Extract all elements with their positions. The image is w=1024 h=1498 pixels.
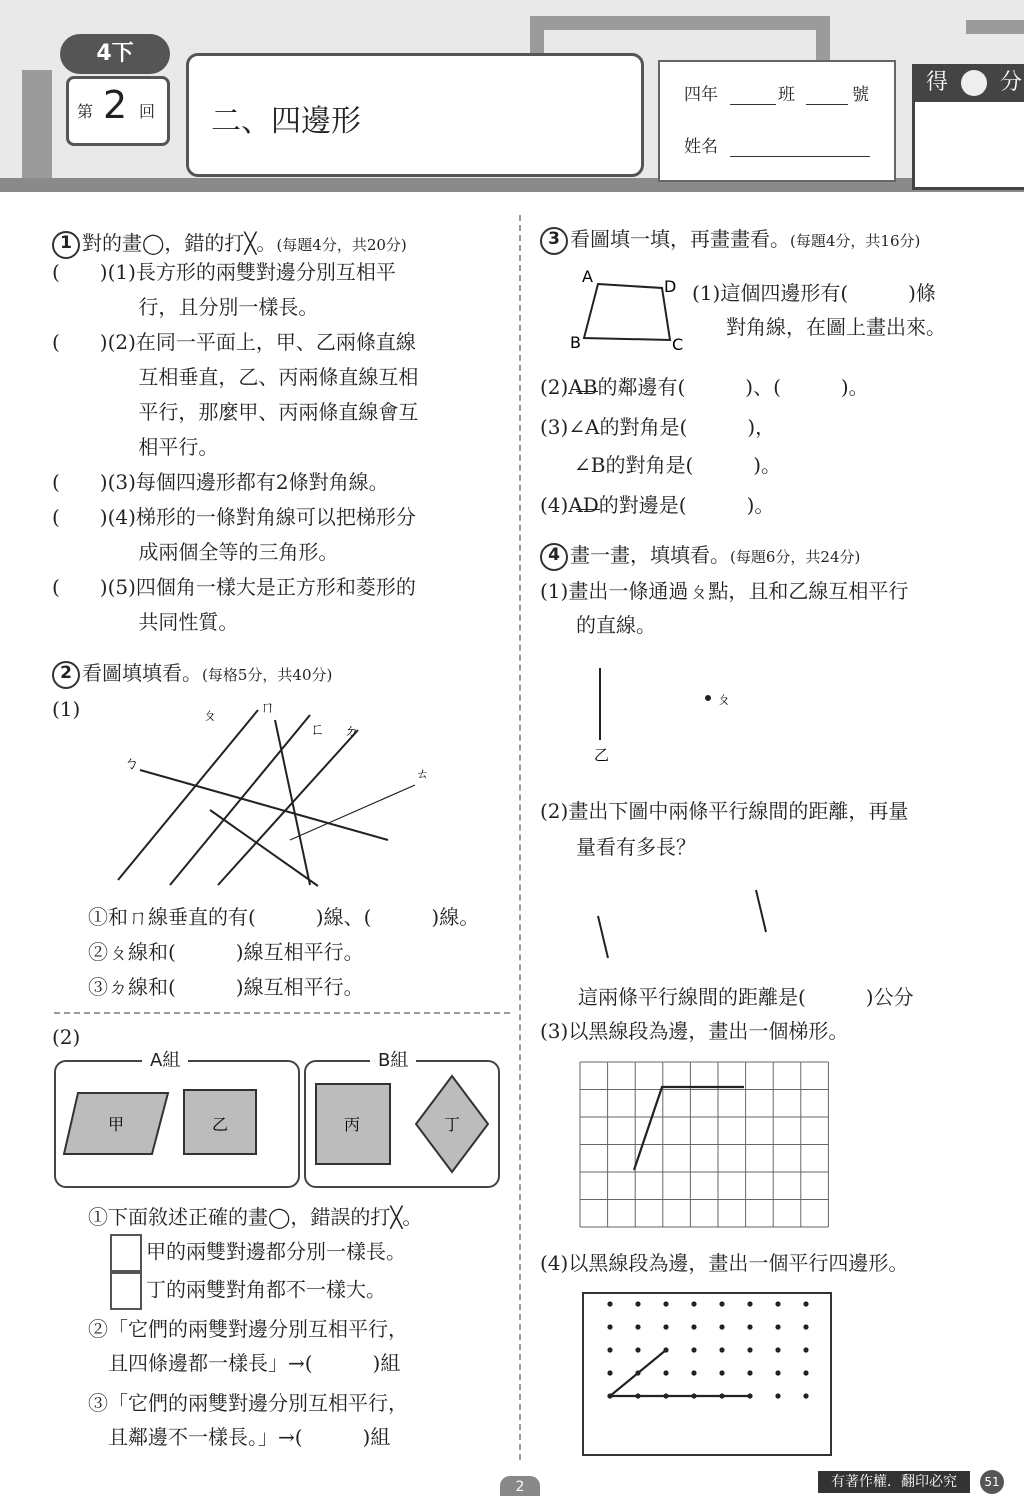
q4-heading bbox=[540, 538, 860, 574]
grade-badge: 4下 bbox=[60, 34, 170, 74]
label-line-yi: 乙 bbox=[594, 746, 610, 764]
grid-dot bbox=[691, 1370, 696, 1375]
name-blank[interactable] bbox=[730, 156, 870, 157]
grid-dot bbox=[691, 1393, 696, 1398]
overline-ab bbox=[576, 391, 598, 392]
intersecting-lines-figure bbox=[100, 690, 460, 900]
section-tab: 2 bbox=[500, 1476, 540, 1496]
round-number: 2 bbox=[103, 83, 128, 127]
answer-checkbox[interactable] bbox=[110, 1234, 142, 1272]
round-box bbox=[66, 76, 170, 146]
q3-instruction: 看圖填一填，再畫畫看。 bbox=[570, 227, 790, 251]
pipe-decoration bbox=[530, 16, 830, 30]
grid-dot bbox=[803, 1393, 808, 1398]
label-po: ㄆ bbox=[202, 706, 218, 724]
parallel-line-left bbox=[598, 916, 608, 958]
grid-dot bbox=[719, 1370, 724, 1375]
grid-dot bbox=[663, 1393, 668, 1398]
q4-item4: (4)以黑線段為邊，畫出一個平行四邊形。 bbox=[540, 1251, 909, 1275]
page-number: 51 bbox=[980, 1470, 1004, 1494]
q1-instruction: 對的畫◯，錯的打╳。 bbox=[82, 231, 277, 255]
vertex-b: B bbox=[570, 333, 581, 352]
q1-item-line: ( )(1)長方形的兩雙對邊分別互相平 bbox=[52, 260, 396, 284]
class-label: 四年 bbox=[684, 85, 718, 105]
q2-sub1: ①和ㄇ線垂直的有( )線、( )線。 bbox=[88, 905, 480, 929]
grid-dot bbox=[747, 1301, 752, 1306]
parallel-line-right bbox=[756, 890, 766, 932]
title-box bbox=[186, 53, 644, 177]
student-info-box bbox=[658, 60, 896, 182]
q3-item4: (4)AD的對邊是( )。 bbox=[540, 493, 775, 517]
label-bing: 丙 bbox=[344, 1115, 361, 1134]
q2-2-sub3-line2: 且鄰邊不一樣長。」→( )組 bbox=[88, 1425, 391, 1449]
grid-dot bbox=[691, 1324, 696, 1329]
given-segment-parallelogram bbox=[610, 1350, 750, 1396]
grid-dot bbox=[635, 1324, 640, 1329]
line-fo bbox=[218, 730, 358, 885]
line-bo bbox=[140, 770, 388, 840]
q2-2-sub1: ①下面敘述正確的畫◯，錯誤的打╳。 bbox=[88, 1205, 423, 1229]
q1-item-line: ( )(4)梯形的一條對角線可以把梯形分 bbox=[52, 505, 416, 529]
label-point-po: ㄆ bbox=[716, 690, 732, 708]
q3-number: 3 bbox=[540, 227, 568, 255]
grid-dot bbox=[663, 1324, 668, 1329]
line-te bbox=[290, 785, 415, 840]
q2-2-sub2-line2: 且四條邊都一樣長」→( )組 bbox=[88, 1351, 401, 1375]
q3-item2: (2)AB的鄰邊有( )、( )。 bbox=[540, 375, 869, 399]
q4-item1-line2: 的直線。 bbox=[576, 613, 656, 637]
q4-points: (每題6分，共24分) bbox=[730, 548, 861, 566]
line-po bbox=[118, 710, 258, 880]
copyright-notice: 有著作權．翻印必究 bbox=[818, 1471, 970, 1493]
q1-items bbox=[52, 255, 418, 640]
q1-item-line: 成兩個全等的三角形。 bbox=[52, 540, 339, 564]
column-divider bbox=[519, 215, 521, 1460]
score-icon bbox=[961, 70, 987, 96]
check-text-ding: 丁的兩雙對角都不一樣大。 bbox=[146, 1277, 386, 1302]
q2-2-sub3-line1: ③「它們的兩雙對邊分別互相平行， bbox=[88, 1391, 408, 1415]
grid-dot bbox=[607, 1324, 612, 1329]
grid-dot bbox=[747, 1347, 752, 1352]
quadrilateral-shapes bbox=[54, 1060, 504, 1184]
point-po bbox=[705, 695, 711, 701]
label-yi: 乙 bbox=[212, 1115, 229, 1134]
q4-item2-line1: (2)畫出下圖中兩條平行線間的距離，再量 bbox=[540, 799, 909, 823]
grid-dot bbox=[775, 1301, 780, 1306]
q4-item2-line2: 量看有多長？ bbox=[576, 835, 696, 859]
q2-part2-label: (2) bbox=[52, 1025, 81, 1049]
q1-item-line: 相平行。 bbox=[52, 435, 219, 459]
q1-item-line: 行，且分別一樣長。 bbox=[52, 295, 319, 319]
pipe-decoration bbox=[530, 16, 544, 56]
group-b-label: B組 bbox=[370, 1044, 416, 1078]
check-item-ding bbox=[110, 1272, 386, 1310]
q4-number: 4 bbox=[540, 543, 568, 571]
score-header bbox=[912, 64, 1024, 102]
pipe-decoration bbox=[816, 16, 830, 66]
grid-dot bbox=[775, 1324, 780, 1329]
q3-heading bbox=[540, 222, 920, 258]
grid-dot bbox=[691, 1301, 696, 1306]
grid-dot bbox=[719, 1347, 724, 1352]
label-fo: ㄈ bbox=[310, 720, 326, 738]
score-label: 得 bbox=[926, 70, 949, 95]
q2-instruction: 看圖填填看。 bbox=[82, 661, 202, 685]
grid-dot bbox=[635, 1347, 640, 1352]
q2-sub3: ③ㄉ線和( )線互相平行。 bbox=[88, 975, 364, 999]
square-grid-figure[interactable] bbox=[578, 1060, 832, 1230]
grid-dot bbox=[747, 1393, 752, 1398]
quad-outline bbox=[584, 284, 670, 340]
vertex-a: A bbox=[582, 267, 593, 286]
grid-dot bbox=[607, 1301, 612, 1306]
grid-dot bbox=[775, 1393, 780, 1398]
q1-item-line: ( )(2)在同一平面上，甲、乙兩條直線 bbox=[52, 330, 416, 354]
grid-dot bbox=[663, 1301, 668, 1306]
grid-dot bbox=[747, 1324, 752, 1329]
grid-dot bbox=[719, 1393, 724, 1398]
q2-sub2: ②ㄆ線和( )線互相平行。 bbox=[88, 940, 364, 964]
grid-dot bbox=[691, 1347, 696, 1352]
q1-item-line: 互相垂直，乙、丙兩條直線互相 bbox=[52, 365, 419, 389]
q3-item1-line2: 對角線，在圖上畫出來。 bbox=[726, 315, 946, 339]
q2-number: 2 bbox=[52, 661, 80, 689]
q2-points: (每格5分，共40分) bbox=[202, 666, 333, 684]
label-te: ㄊ bbox=[416, 767, 430, 782]
round-suffix: 回 bbox=[139, 102, 156, 121]
q3-item3-line1: (3)∠A的對角是( )， bbox=[540, 415, 776, 439]
name-label: 姓名 bbox=[684, 137, 718, 157]
pipe-decoration bbox=[966, 20, 1024, 34]
label-mo: ㄇ bbox=[260, 698, 276, 716]
grid-dot bbox=[635, 1370, 640, 1375]
point-and-line-figure[interactable] bbox=[580, 660, 780, 770]
vertex-c: C bbox=[672, 335, 684, 354]
hao-label: 號 bbox=[852, 85, 869, 105]
grid-dot bbox=[607, 1393, 612, 1398]
q1-item-line: 平行，那麼甲、丙兩條直線會互 bbox=[52, 400, 419, 424]
q1-item-line: ( )(3)每個四邊形都有2條對角線。 bbox=[52, 470, 389, 494]
q1-points: (每題4分，共20分) bbox=[276, 236, 407, 254]
label-bo: ㄅ bbox=[124, 754, 140, 772]
grid-dot bbox=[803, 1347, 808, 1352]
dot-grid-figure[interactable] bbox=[582, 1292, 830, 1454]
q4-instruction: 畫一畫，填填看。 bbox=[570, 543, 730, 567]
ban-label: 班 bbox=[778, 85, 795, 105]
grid-dot bbox=[775, 1347, 780, 1352]
grid-dot bbox=[663, 1370, 668, 1375]
grid-dot bbox=[803, 1370, 808, 1375]
q3-item1-line1: (1)這個四邊形有( )條 bbox=[692, 281, 936, 305]
class-blank[interactable] bbox=[730, 104, 776, 105]
label-jia: 甲 bbox=[108, 1115, 125, 1134]
q1-number: 1 bbox=[52, 231, 80, 259]
grid-dot bbox=[607, 1347, 612, 1352]
score-unit: 分 bbox=[1000, 70, 1023, 95]
section-divider bbox=[54, 1012, 510, 1014]
q2-heading bbox=[52, 656, 332, 692]
group-a-label: A組 bbox=[142, 1044, 188, 1078]
label-ding: 丁 bbox=[444, 1115, 461, 1134]
q4-item3: (3)以黑線段為邊，畫出一個梯形。 bbox=[540, 1019, 849, 1043]
q4-item2-answer: 這兩條平行線間的距離是( )公分 bbox=[578, 985, 914, 1009]
vertex-d: D bbox=[664, 277, 677, 296]
check-text-jia: 甲的兩雙對邊都分別一樣長。 bbox=[146, 1239, 406, 1264]
q2-2-sub2-line1: ②「它們的兩雙對邊分別互相平行， bbox=[88, 1317, 408, 1341]
grid-dot bbox=[635, 1393, 640, 1398]
q2-part1-label: (1) bbox=[52, 697, 81, 721]
grid-dot bbox=[803, 1324, 808, 1329]
answer-checkbox[interactable] bbox=[110, 1272, 142, 1310]
check-item-jia bbox=[110, 1234, 406, 1272]
grid-dot bbox=[607, 1370, 612, 1375]
parallel-lines-figure[interactable] bbox=[580, 880, 800, 980]
q1-item-line: 共同性質。 bbox=[52, 610, 239, 634]
grid-dot bbox=[663, 1347, 668, 1352]
grid-dot bbox=[719, 1301, 724, 1306]
page-title: 二、四邊形 bbox=[211, 104, 361, 139]
seat-blank[interactable] bbox=[806, 104, 848, 105]
q3-points: (每題4分，共16分) bbox=[790, 232, 921, 250]
label-de: ㄉ bbox=[344, 722, 360, 740]
overline-ad bbox=[576, 509, 600, 510]
q3-item3-line2: ∠B的對角是( )。 bbox=[574, 453, 782, 477]
grid-dot bbox=[719, 1324, 724, 1329]
grid-dot bbox=[747, 1370, 752, 1375]
pipe-decoration bbox=[22, 70, 52, 190]
quadrilateral-abcd bbox=[560, 262, 700, 358]
given-segment-trapezoid bbox=[634, 1087, 744, 1170]
grid-dot bbox=[635, 1301, 640, 1306]
q1-item-line: ( )(5)四個角一樣大是正方形和菱形的 bbox=[52, 575, 416, 599]
q4-item1-line1: (1)畫出一條通過ㄆ點，且和乙線互相平行 bbox=[540, 579, 909, 603]
grid-dot bbox=[775, 1370, 780, 1375]
grid-dot bbox=[803, 1301, 808, 1306]
round-prefix: 第 bbox=[77, 102, 94, 121]
